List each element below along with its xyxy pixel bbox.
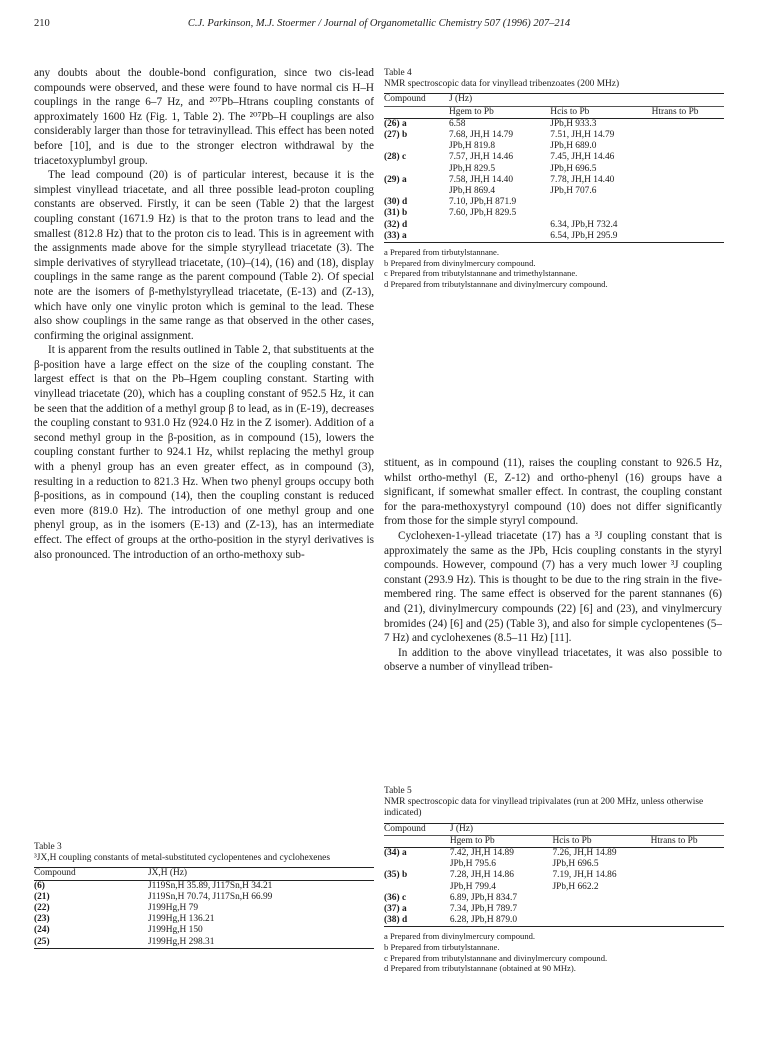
table-cell <box>552 915 650 927</box>
table-cell <box>651 848 724 860</box>
table-cell: (30) d <box>384 197 408 208</box>
table-row <box>384 915 724 927</box>
table-row <box>384 848 724 860</box>
table-label: Table 4 <box>384 68 412 78</box>
footnote: d Prepared from tributylstannane and divinylmercury compound. <box>384 278 608 289</box>
table-cell: (32) d <box>384 219 408 230</box>
table-cell: 7.58, JH,H 14.40 <box>448 174 514 185</box>
table-cell <box>550 208 651 219</box>
running-head: C.J. Parkinson, M.J. Stoermer / Journal of Organometallic Chemistry 507 (1996) 207–214 <box>187 18 571 29</box>
footnote: d Prepared from tributylstannane (obtained at 90 MHz). <box>384 963 576 974</box>
table-label: Table 3 <box>34 842 62 852</box>
table-cell: (27) b <box>384 130 408 141</box>
table-cell: J199Hg,H 298.31 <box>148 936 215 947</box>
table-cell <box>550 197 651 208</box>
table-cell: J199Hg,H 150 <box>148 925 203 936</box>
table-cell: JPb,H 799.4 <box>449 881 496 892</box>
table-row <box>34 925 374 936</box>
table-cell: 6.58 <box>448 118 466 129</box>
table-cell <box>652 186 724 197</box>
table-row <box>384 904 724 915</box>
table-cell: 6.89, JPb,H 834.7 <box>449 892 518 903</box>
table-cell <box>651 882 724 893</box>
column-header: Hcis to Pb <box>552 835 650 847</box>
table-row <box>384 175 724 186</box>
table-cell: (28) c <box>384 152 407 163</box>
table-cell: 6.34, JPb,H 732.4 <box>550 219 618 230</box>
table-cell: 7.19, JH,H 14.86 <box>552 870 617 881</box>
table-cell: (21) <box>34 891 50 902</box>
table-cell <box>384 882 450 893</box>
table-cell <box>651 859 724 870</box>
table-row <box>34 914 374 925</box>
column-header: Hgem to Pb <box>449 106 550 118</box>
table-row <box>384 220 724 231</box>
table-cell: JPb,H 689.0 <box>550 141 597 152</box>
table-cell <box>652 197 724 208</box>
table-cell <box>552 904 650 915</box>
table-row <box>384 870 724 881</box>
table-row <box>384 130 724 141</box>
table-cell: (6) <box>34 880 45 891</box>
table-cell <box>652 164 724 175</box>
column-header: Compound <box>384 94 426 105</box>
paragraph: stituent, as in compound (11), raises the coupling constant to 926.5 Hz, whilst ortho-methyl (E, Z-12) and ortho-phenyl (16) groups have a significant, if somewhat smaller effect. In contrast, the coupling constant for the para-methoxystyryl compound (10) does not differ significantly from those for the simple styryl compound. <box>384 457 722 528</box>
column-header: Htrans to Pb <box>651 835 724 847</box>
table-row <box>384 186 724 197</box>
table-cell: JPb,H 795.6 <box>449 859 496 870</box>
footnote: b Prepared from tirbutylstannane. <box>384 942 500 953</box>
paragraph: Cyclohexen-1-yllead triacetate (17) has a ³J coupling constant that is approximately the same as the JPb, Hcis coupling constants in the styryl compounds. However, compound (7) has a very much lower ³J coupling constant (293.9 Hz). This is thought to be due to the ring strain in the five-membered ring. The same effect is observed for the parent stannanes (6) and (21), divinylmercury compounds (22) [6] and (23), and vinylmercury bromides (24) [6] and (25) (Table 3), and also for simple cyclopentenes (5–7 Hz) and cyclohexenes (8.5–11 Hz) [11]. <box>384 529 722 645</box>
table-cell <box>652 152 724 163</box>
footnote: b Prepared from divinylmercury compound. <box>384 257 536 268</box>
table-cell <box>449 220 550 231</box>
table-cell <box>651 870 724 881</box>
column-header: Hgem to Pb <box>450 835 553 847</box>
column-header: Htrans to Pb <box>652 106 724 118</box>
table-cell: (36) c <box>384 892 407 903</box>
table-cell <box>652 220 724 231</box>
table-cell: JPb,H 696.5 <box>552 859 599 870</box>
table-footnotes <box>384 931 724 973</box>
table-cell: JPb,H 829.5 <box>448 163 496 174</box>
table-row <box>384 231 724 243</box>
table-cell: JPb,H 819.8 <box>448 141 496 152</box>
table-cell: J119Sn,H 35.89, J117Sn,H 34.21 <box>148 880 273 891</box>
table-cell: 7.34, JPb,H 789.7 <box>449 904 518 915</box>
paragraph: any doubts about the double-bond configuration, since two cis-lead compounds were observed, and these were found to have normal cis H–H couplings in the range 6–7 Hz, and ²⁰⁷Pb–Htrans coupling constants of approximately 1600 Hz (Fig. 1, Table 2). The ²⁰⁷Pb–H couplings are also considerably larger than those for tetravinyllead. This effect has been noted before [10], and is due to the stronger electron withdrawal by the triacetoxyplumbyl group. <box>34 67 374 167</box>
table-cell: 6.54, JPb,H 295.9 <box>550 230 618 241</box>
right-column-text <box>384 456 722 675</box>
table-3 <box>34 842 374 949</box>
table-row <box>384 164 724 175</box>
table-row <box>384 208 724 219</box>
table-cell: JPb,H 662.2 <box>552 881 599 892</box>
table-cell: 7.68, JH,H 14.79 <box>448 130 514 141</box>
table-cell: 7.26, JH,H 14.89 <box>552 848 617 859</box>
column-header: J (Hz) <box>449 823 474 834</box>
footnote: c Prepared from tributylstannane and trimethylstannane. <box>384 268 578 279</box>
page-number: 210 <box>34 18 50 29</box>
paragraph: In addition to the above vinyllead triacetates, it was also possible to observe a number of vinyllead triben- <box>384 646 722 674</box>
table-cell: JPb,H 933.3 <box>550 118 597 129</box>
table-cell: 7.10, JPb,H 871.9 <box>448 197 517 208</box>
table-cell: (23) <box>34 914 50 925</box>
table-caption: NMR spectroscopic data for vinyllead tripivalates (run at 200 MHz, unless otherwise indicated) <box>384 797 704 819</box>
table-cell <box>652 130 724 141</box>
table-cell: 7.78, JH,H 14.40 <box>550 174 615 185</box>
table-row <box>384 118 724 130</box>
table-cell <box>652 175 724 186</box>
table-caption: ³JX,H coupling constants of metal-substituted cyclopentenes and cyclohexenes <box>34 853 330 864</box>
column-header: Compound <box>34 868 76 879</box>
table-cell: 7.42, JH,H 14.89 <box>449 848 514 859</box>
table-cell: (24) <box>34 925 50 936</box>
table-cell <box>449 231 550 243</box>
table-row <box>384 882 724 893</box>
table-cell <box>384 164 449 175</box>
table-row <box>384 893 724 904</box>
table-cell: (31) b <box>384 208 408 219</box>
table-cell <box>651 893 724 904</box>
table-cell <box>384 859 450 870</box>
table-cell <box>652 231 724 243</box>
table-4 <box>384 68 724 289</box>
table-cell: JPb,H 869.4 <box>448 186 496 197</box>
table-cell: J119Sn,H 70.74, J117Sn,H 66.99 <box>148 891 273 902</box>
table-cell: (29) a <box>384 174 407 185</box>
paragraph: The lead compound (20) is of particular interest, because it is the simplest vinyllead triacetate, and all three possible lead-proton coupling constants are observed. Firstly, it can be seen (Table 2) that the largest coupling constant (1671.9 Hz) is that to the proton trans to lead and the smallest (812.8 Hz) that to the proton cis to lead. This is in agreement with the assignments made above for the simple styryllead triacetate (3). The simple derivatives of styryllead triacetate, (10)–(14), (16) and (18), display couplings in the same range as the parent compound (Table 2). Of special note are the isomers of β-methylstyryllead triacetate, (E-13) and (Z-13), which have only one vinylic proton which is geminal to the lead. These also show couplings in the same range as that observed in the other cases, confirming the original assignment. <box>34 169 374 342</box>
table-cell <box>651 915 724 927</box>
table-row <box>34 880 374 892</box>
table-cell <box>652 208 724 219</box>
table-cell <box>384 141 449 152</box>
table-cell: (22) <box>34 903 50 914</box>
table-5 <box>384 786 724 974</box>
data-table <box>384 823 724 928</box>
table-cell <box>651 904 724 915</box>
table-cell: 6.28, JPb,H 879.0 <box>449 915 518 926</box>
data-table <box>384 93 724 243</box>
table-cell: J199Hg,H 79 <box>148 903 199 914</box>
footnote: a Prepared from tirbutylstannane. <box>384 247 500 258</box>
table-cell: (26) a <box>384 118 407 129</box>
table-cell: 7.60, JPb,H 829.5 <box>448 208 517 219</box>
table-cell: JPb,H 696.5 <box>550 163 597 174</box>
table-cell <box>652 141 724 152</box>
column-header: Compound <box>384 823 426 834</box>
table-cell: (25) <box>34 936 50 947</box>
column-header: Hcis to Pb <box>550 106 651 118</box>
paragraph: It is apparent from the results outlined in Table 2, that substituents at the β-position have a large effect on the size of the coupling constant. The largest effect is that on the Pb–Hgem coupling constant. Starting with vinyllead triacetate (20), which has a coupling constant of 952.5 Hz, it can be seen that the addition of a methyl group β to lead, as in (E-19), decreases the coupling constant to 931.0 Hz (924.0 Hz in the Z isomer). Addition of a second methyl group in the β-position, as in compound (15), lowers the coupling constant further to 924.1 Hz, whilst replacing the methyl group with a phenyl group has an even greater effect, as in compound (3), resulting in a reduction to 821.3 Hz. When two phenyl groups occupy both β-positions, as in compound (14), then the coupling constant is reduced even more (819.0 Hz). The introduction of one methyl group and one phenyl group, as in the isomers (E-13) and (Z-13), has an intermediate effect. The effect of groups at the ortho-position in the styryl derivatives is also pronounced. The introduction of an ortho-methoxy sub- <box>34 344 374 561</box>
column-header: JX,H (Hz) <box>148 868 188 879</box>
table-row <box>34 892 374 903</box>
table-row <box>384 141 724 152</box>
table-cell: (38) d <box>384 915 408 926</box>
table-caption: NMR spectroscopic data for vinyllead tribenzoates (200 MHz) <box>384 79 620 90</box>
footnote: a Prepared from divinylmercury compound. <box>384 931 536 942</box>
table-cell: 7.45, JH,H 14.46 <box>550 152 615 163</box>
table-row <box>34 903 374 914</box>
left-column-text <box>34 66 374 562</box>
table-cell: J199Hg,H 136.21 <box>148 914 215 925</box>
table-cell: 7.28, JH,H 14.86 <box>449 870 514 881</box>
table-cell: (33) a <box>384 230 407 241</box>
column-header: J (Hz) <box>448 94 473 105</box>
table-row <box>34 937 374 949</box>
footnote: c Prepared from tributylstannane and divinylmercury compound. <box>384 952 608 963</box>
table-label: Table 5 <box>384 786 412 796</box>
table-footnotes <box>384 247 724 289</box>
table-row <box>384 859 724 870</box>
table-cell <box>652 118 724 130</box>
table-cell: 7.57, JH,H 14.46 <box>448 152 514 163</box>
table-row <box>384 152 724 163</box>
table-cell <box>552 893 650 904</box>
table-cell: JPb,H 707.6 <box>550 186 597 197</box>
table-row <box>384 197 724 208</box>
table-cell: (35) b <box>384 870 408 881</box>
table-cell: 7.51, JH,H 14.79 <box>550 130 615 141</box>
table-cell: (37) a <box>384 904 407 915</box>
table-cell <box>384 186 449 197</box>
table-cell: (34) a <box>384 848 407 859</box>
data-table <box>34 867 374 948</box>
